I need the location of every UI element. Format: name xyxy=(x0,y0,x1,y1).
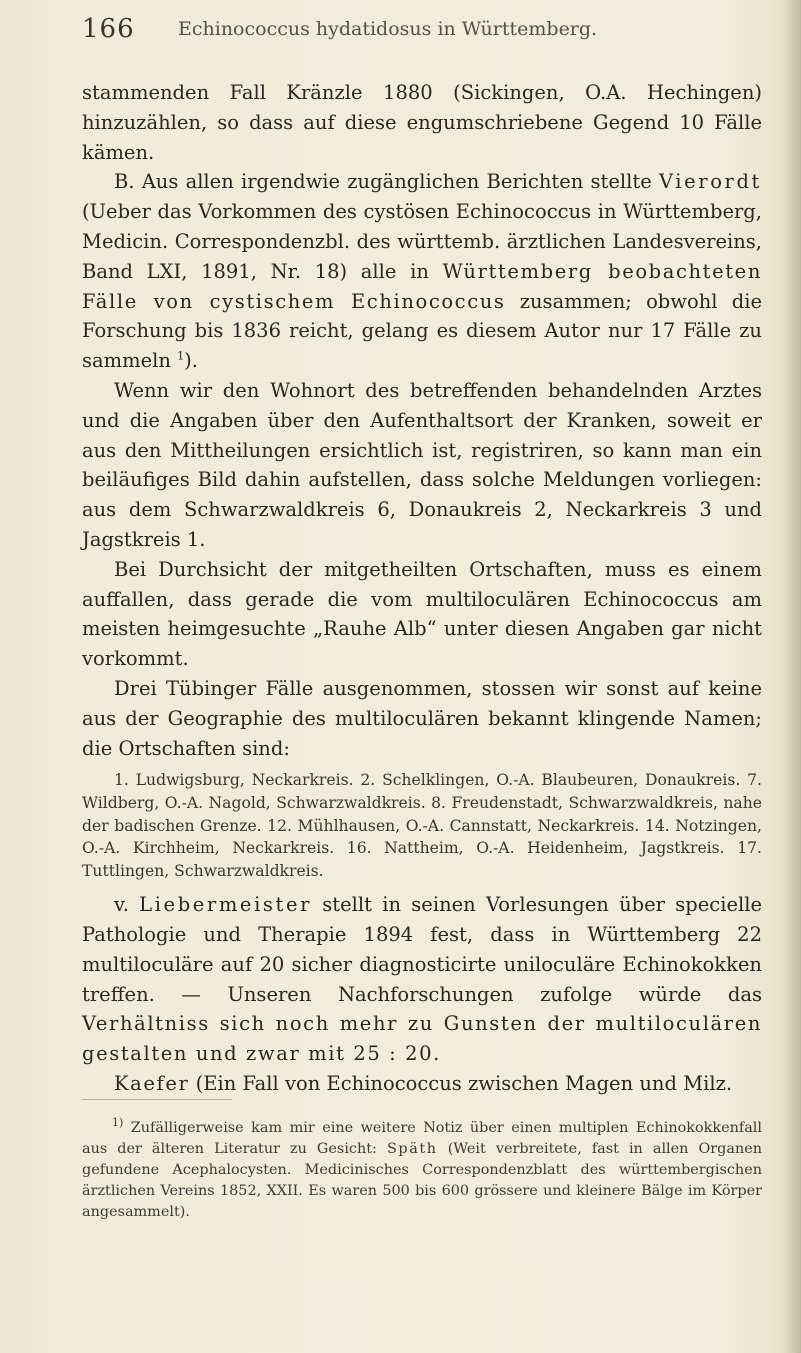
paragraph-4: Bei Durchsicht der mitgetheilten Ortschaften, muss es einem auffallen, dass gerade die vom multiloculären Echinococcus am meisten heimgesuchte „Rauhe Alb“ unter diesen Angaben gar nicht vorkommt. xyxy=(82,557,762,671)
footnote-marker: 1) xyxy=(112,1116,124,1130)
page-edge-shadow xyxy=(783,0,801,1353)
author-kaefer: Kaefer xyxy=(114,1072,190,1096)
author-vierordt: Vierordt xyxy=(658,170,762,194)
localities-list: 1. Ludwigsburg, Neckarkreis. 2. Schelklingen, O.-A. Blaubeuren, Donaukreis. 7. Wildberg, O.-A. Nagold, Schwarzwaldkreis. 8. Freudenstadt, Schwarzwaldkreis, nahe der badischen Grenze. 12. Mühlhausen, O.-A. Cannstatt, Neckarkreis. 14. Notzingen, O.-A. Kirchheim, Neckarkreis. 16. Nattheim, O.-A. Heidenheim, Jagstkreis. 17. Tuttlingen, Schwarzwaldkreis. xyxy=(82,771,762,880)
paragraph-2-part-b: (Ueber das Vorkommen des cystösen Echinococcus in Württemberg, Medicin. Correspondenzbl. des württemb. ärztlichen Landesvereins, Band LXI, 1891, Nr. 18) alle in xyxy=(82,200,762,283)
running-title: Echinococcus hydatidosus in Württemberg. xyxy=(178,18,598,40)
author-liebermeister: Liebermeister xyxy=(139,893,313,917)
paragraph-2-part-c: zusammen; obwohl die Forschung bis 1836 reicht, gelang es diesem Autor nur 17 Fälle zu sammeln xyxy=(82,289,762,373)
footnote-reference: 1 xyxy=(177,349,185,363)
page-header xyxy=(82,14,762,54)
paragraph-6-part-b: stellt in seinen Vorlesungen über specielle Pathologie und Therapie 1894 fest, dass in Württemberg 22 multiloculäre auf 20 sicher diagnosticirte uniloculäre Echinokokken treffen. — Unseren Nachforschungen zufolge würde das xyxy=(82,893,762,1006)
page-number: 166 xyxy=(82,14,135,44)
emphasis-cystic-cases: Württemberg beobachteten Fälle von cystischem Echinococcus xyxy=(82,259,762,313)
emphasis-ratio: Verhältniss sich noch mehr zu Gunsten der multiloculären gestalten und zwar mit 25 : 20. xyxy=(82,1012,762,1066)
author-spaeth: Späth xyxy=(386,1141,438,1158)
paragraph-7 xyxy=(82,1069,762,1099)
paragraph-2-part-d: . xyxy=(191,349,198,373)
paragraph-5: Drei Tübinger Fälle ausgenommen, stossen wir sonst auf keine aus der Geographie des multiloculären bekannt klingende Namen; die Ortschaften sind: xyxy=(82,676,762,760)
paragraph-2: B. Aus allen irgendwie zugänglichen Berichten stellte Vierordt (Ueber das Vorkommen des cystösen Echinococcus in Württemberg, Medicin. Correspondenzbl. des württemb. ärztlichen Landesvereins, Band LXI, 1891, Nr. 18) alle in Württemberg beobachteten Fälle von cystischem Echinococcus zusammen; obwohl die Forschung bis 1836 reicht, gelang es diesem Autor nur 17 Fälle zu sammeln $^1$). xyxy=(82,170,762,373)
footnote xyxy=(82,1118,762,1223)
body-text xyxy=(82,78,762,1099)
footnote-divider xyxy=(82,1099,232,1100)
paragraph-3: Wenn wir den Wohnort des betreffenden behandelnden Arztes und die Angaben über den Aufenthaltsort der Kranken, soweit er aus den Mittheilungen ersichtlich ist, registriren, so kann man ein beiläufiges Bild dahin aufstellen, dass solche Meldungen vorliegen: aus dem Schwarzwaldkreis 6, Donaukreis 2, Neckarkreis 3 und Jagstkreis 1. xyxy=(82,378,762,551)
paragraph-1: stammenden Fall Kränzle 1880 (Sickingen, O.A. Hechingen) hinzuzählen, so dass auf diese engumschriebene Gegend 10 Fälle kämen. xyxy=(82,81,762,164)
paragraph-2-part-a: B. Aus allen irgendwie zugänglichen Berichten stellte xyxy=(114,170,659,194)
footnote-text-b: (Weit verbreitete, fast in allen Organen gefundene Acephalocysten. Medicinisches Correspondenzblatt des württembergischen ärztlichen Vereins 1852, XXII. Es waren 500 bis 600 grössere und kleinere Bälge im Körper angesammelt). xyxy=(82,1141,762,1221)
paragraph-7-part-b: (Ein Fall von Echinococcus zwischen Magen und Milz. xyxy=(189,1072,733,1096)
paragraph-6 xyxy=(82,890,762,1069)
paragraph-6-part-a: v. xyxy=(114,893,140,917)
footnote-text-a: Zufälligerweise kam mir eine weitere Notiz über einen multiplen Echinokokkenfall aus der älteren Literatur zu Gesicht: xyxy=(82,1120,762,1158)
